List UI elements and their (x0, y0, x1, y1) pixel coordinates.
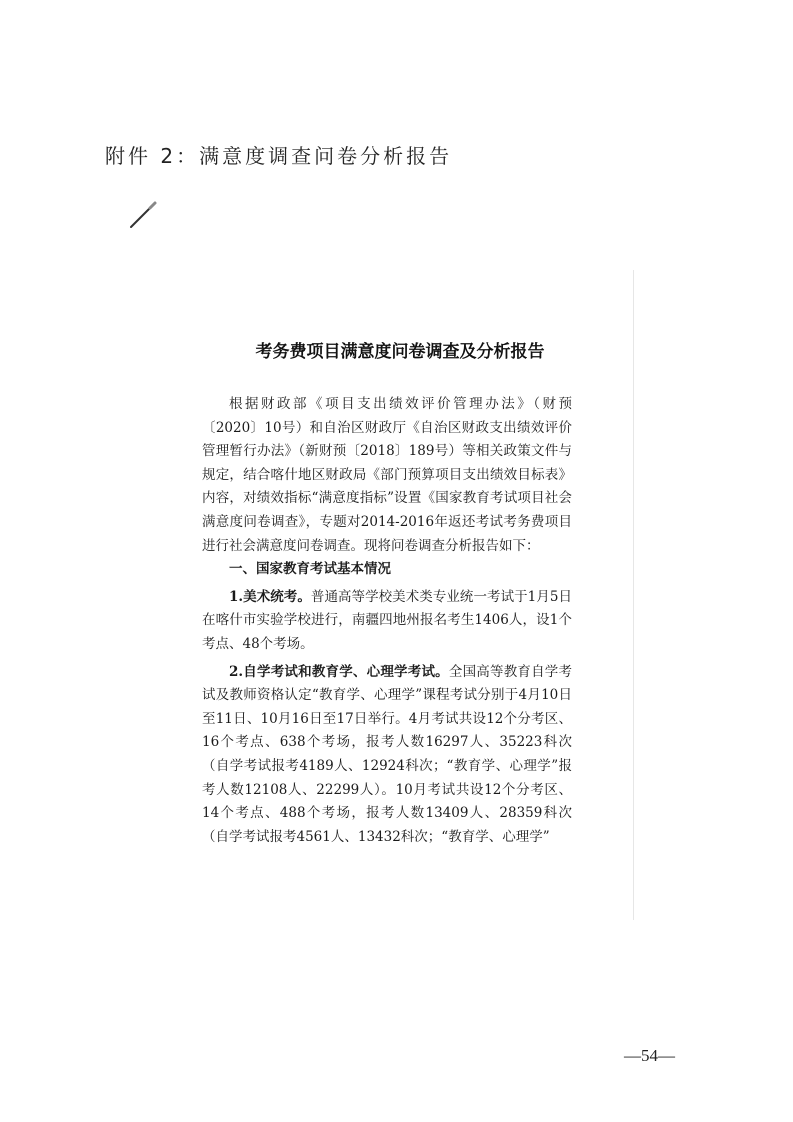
attachment-heading: 附件 2：满意度调查问卷分析报告 (105, 144, 453, 168)
report-title: 考务费项目满意度问卷调查及分析报告 (255, 342, 545, 362)
intro-paragraph: 根据财政部《项目支出绩效评价管理办法》（财预〔2020〕10号）和自治区财政厅《自治区财政支出绩效评价管理暂行办法》（新财预〔2018〕189号）等相关政策文件与规定，结合喀什地区财政局《部门预算项目支出绩效目标表》内容，对绩效指标“满意度指标”设置《国家教育考试项目社会满意度问卷调查》，专题对2014-2016年返还考试考务费项目进行社会满意度问卷调查。现将问卷调查分析报告如下： (202, 396, 572, 554)
item-lead: 2.自学考试和教育学、心理学考试。 (229, 663, 449, 680)
item-paragraph (202, 661, 572, 850)
item-text: 全国高等教育自学考试及教师资格认定“教育学、心理学”课程考试分别于4月10日至11日、10月16日至17日举行。4月考试共设12个分考区、16个考点、638个考场，报考人数16297人、35223科次（自学考试报考4189人、12924科次；“教育学、心理学”报考人数12108人、22299人）。10月考试共设12个分考区、14个考点、488个考场，报考人数13409人、28359科次（自学考试报考4561人、13432科次；“教育学、心理学” (202, 663, 573, 845)
page-edge-shadow (633, 270, 634, 920)
item-text: 普通高等学校美术类专业统一考试于1月5日在喀什市实验学校进行，南疆四地州报名考生1406人，设1个考点、48个考场。 (202, 588, 572, 652)
item-lead: 1.美术统考。 (229, 588, 311, 605)
report-body (202, 393, 572, 849)
pen-stroke-icon (128, 200, 158, 230)
page-number: —54— (624, 1046, 675, 1065)
item-paragraph (202, 586, 572, 657)
section-heading: 一、国家教育考试基本情况 (229, 561, 391, 578)
